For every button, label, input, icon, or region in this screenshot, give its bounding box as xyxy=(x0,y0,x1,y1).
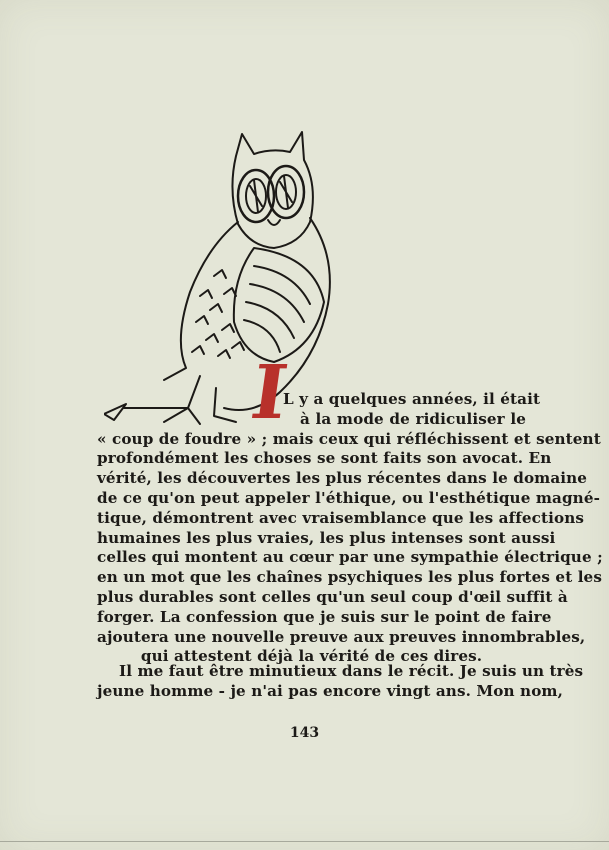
page-edge-divider xyxy=(0,841,609,842)
text-line: celles qui montent au cœur par une sympathie électrique ; xyxy=(97,548,603,567)
drop-cap-letter: I xyxy=(245,350,293,436)
text-line: ajoutera une nouvelle preuve aux preuves innombrables, xyxy=(97,627,586,646)
text-line: jeune homme - je n'ai pas encore vingt ans. Mon nom, xyxy=(97,681,563,700)
text-line: plus durables sont celles qu'un seul coup d'œil suffit à xyxy=(97,587,568,606)
text-line: profondément les choses se sont faits son avocat. En xyxy=(97,449,552,468)
text-line: de ce qu'on peut appeler l'éthique, ou l'esthétique magné- xyxy=(97,488,600,507)
paragraph-1 xyxy=(97,390,603,667)
text-line: tique, démontrent avec vraisemblance que les affections xyxy=(97,508,584,527)
page-number: 143 xyxy=(289,725,320,741)
text-line: L y a quelques années, il était xyxy=(283,390,541,408)
text-line: en un mot que les chaînes psychiques les plus fortes et les xyxy=(97,568,602,587)
text-line: humaines les plus vraies, les plus intenses sont aussi xyxy=(97,528,556,547)
owl-illustration xyxy=(104,126,344,436)
text-line: « coup de foudre » ; mais ceux qui réfléchissent et sentent xyxy=(97,429,601,448)
text-line: vérité, les découvertes les plus récentes dans le domaine xyxy=(97,469,588,488)
text-line: Il me faut être minutieux dans le récit. Je suis un très xyxy=(119,662,584,680)
text-line: à la mode de ridiculiser le xyxy=(300,409,526,428)
paragraph-2 xyxy=(97,662,584,702)
text-line: qui attestent déjà la vérité de ces dires. xyxy=(140,647,483,666)
text-line: forger. La confession que je suis sur le point de faire xyxy=(97,607,552,626)
